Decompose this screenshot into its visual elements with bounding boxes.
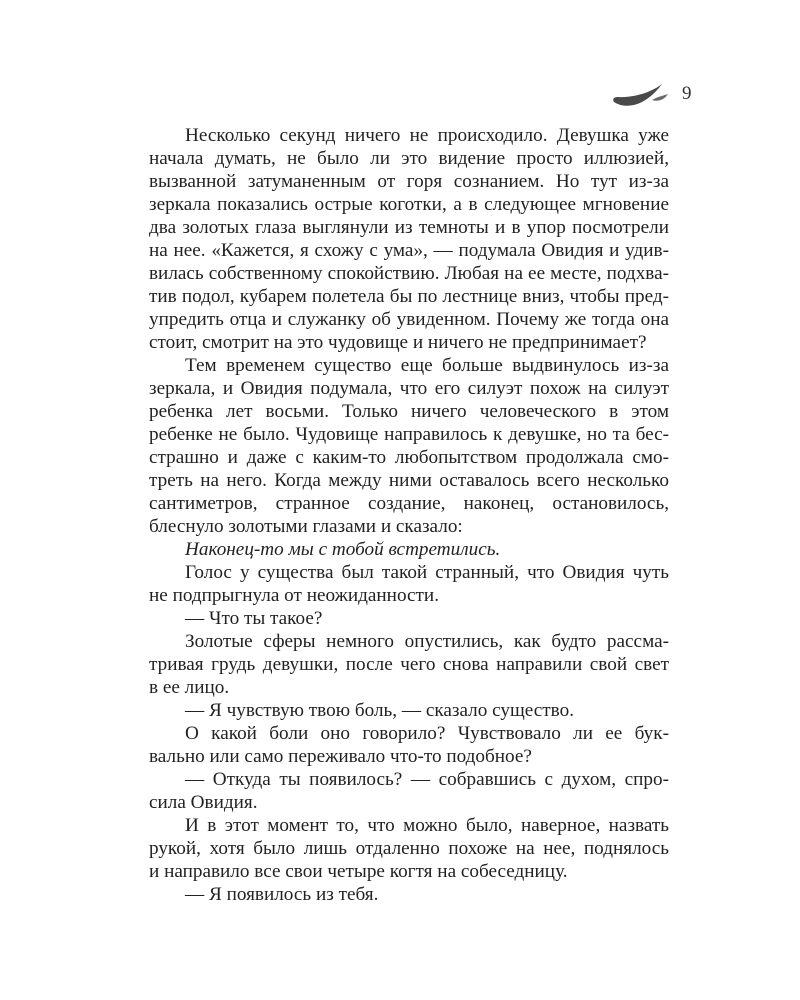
text-line: — Что ты такое? <box>185 608 323 629</box>
text-line: и направило все свои четыре когтя на собеседницу. <box>149 861 568 882</box>
text-line: И в этот момент то, что можно было, наверное, назвать <box>185 815 669 836</box>
text-line: треть на него. Когда между ними оставалось всего несколько <box>149 470 669 491</box>
text-line: — Я чувствую твою боль, — сказало существо. <box>185 700 574 721</box>
text-line: тривая грудь девушки, после чего снова направили свой свет <box>149 654 669 675</box>
text-line: сила Овидия. <box>149 792 258 813</box>
text-line: зеркала показались острые коготки, а в следующее мгновение <box>149 194 669 215</box>
text-line: вызванной затуманенным от горя сознанием. Но тут из-за <box>149 171 669 192</box>
page-number: 9 <box>682 83 692 104</box>
text-line: Голос у существа был такой странный, что Овидия чуть <box>185 562 669 583</box>
text-line: О какой боли оно говорило? Чувствовало ли ее бук- <box>185 723 669 744</box>
text-line: страшно и даже с каким-то любопытством продолжала смо- <box>149 447 669 468</box>
swoosh-ornament-icon <box>612 80 670 110</box>
text-line: ребенке не было. Чудовище направилось к девушке, но та бес- <box>149 424 669 445</box>
text-line: зеркала, и Овидия подумала, что его силуэт похож на силуэт <box>149 378 669 399</box>
text-line: в ее лицо. <box>149 677 230 698</box>
text-line: Несколько секунд ничего не происходило. Девушка уже <box>185 125 669 146</box>
text-line: два золотых глаза выглянули из темноты и в упор посмотрели <box>149 217 669 238</box>
text-line: тив подол, кубарем полетела бы по лестнице вниз, чтобы пред- <box>149 286 669 307</box>
text-line: на нее. «Кажется, я схожу с ума», — подумала Овидия и удив- <box>149 240 669 261</box>
text-line: начала думать, не было ли это видение просто иллюзией, <box>149 148 669 169</box>
text-line: — Я появилось из тебя. <box>185 884 379 905</box>
body-text <box>149 124 669 906</box>
text-line: — Откуда ты появилось? — собравшись с духом, спро- <box>185 769 669 790</box>
text-line: Золотые сферы немного опустились, как будто рассма- <box>185 631 669 652</box>
page-header <box>612 78 702 114</box>
text-line: блеснуло золотыми глазами и сказало: <box>149 516 463 537</box>
text-line: ребенка лет восьми. Только ничего человеческого в этом <box>149 401 669 422</box>
text-line: Тем временем существо еще больше выдвинулось из-за <box>185 355 669 376</box>
text-line: вилась собственному спокойствию. Любая на ее месте, подхва- <box>149 263 669 284</box>
text-line: не подпрыгнула от неожиданности. <box>149 585 439 606</box>
text-line: стоит, смотрит на это чудовище и ничего не предпринимает? <box>149 332 647 353</box>
text-line: сантиметров, странное создание, наконец, остановилось, <box>149 493 669 514</box>
text-line: Наконец-то мы с тобой встретились. <box>185 539 501 560</box>
text-line: вально или само переживало что-то подобное? <box>149 746 532 767</box>
text-line: упредить отца и служанку об увиденном. Почему же тогда она <box>149 309 669 330</box>
text-line: рукой, хотя было лишь отдаленно похоже на нее, поднялось <box>149 838 669 859</box>
